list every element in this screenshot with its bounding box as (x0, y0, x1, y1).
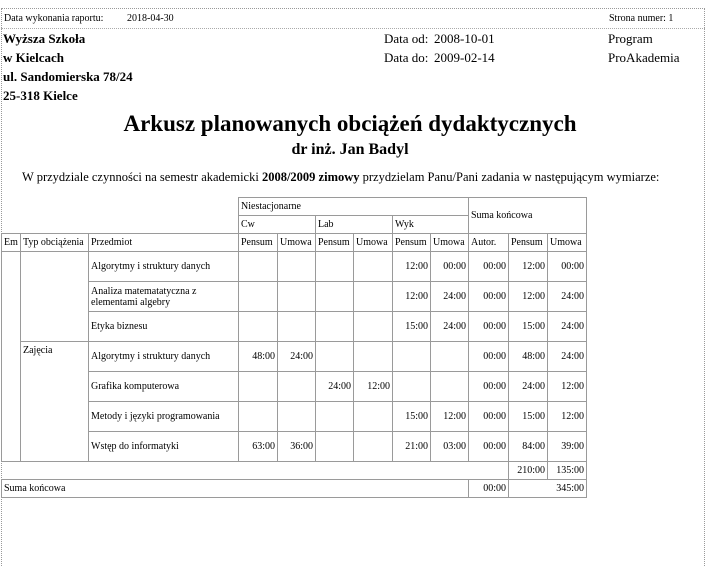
program-label: Program (608, 31, 653, 46)
cell: 15:00 (393, 402, 431, 432)
cell: 48:00 (509, 342, 548, 372)
program-value: ProAkademia (608, 50, 680, 65)
cell: 24:00 (548, 342, 587, 372)
table-row (2, 252, 587, 282)
cell (316, 342, 354, 372)
subject: Etyka biznesu (89, 312, 239, 342)
cell: 21:00 (393, 432, 431, 462)
col-header: Autor. (469, 234, 509, 252)
form-lab: Lab (316, 216, 393, 234)
cell: 24:00 (509, 372, 548, 402)
date-from-label: Data od: (384, 31, 429, 46)
sum-header: Suma końcowa (469, 198, 587, 234)
subject: Metody i języki programowania (89, 402, 239, 432)
cell: 03:00 (431, 432, 469, 462)
cell: 00:00 (469, 432, 509, 462)
cell: 36:00 (278, 432, 316, 462)
cell: 24:00 (548, 282, 587, 312)
cell (239, 282, 278, 312)
col-header: Umowa (278, 234, 316, 252)
intro-after: przydzielam Panu/Pani zadania w następującym wymiarze: (362, 170, 660, 184)
total-row (2, 480, 587, 498)
cell: 12:00 (431, 402, 469, 432)
cell (316, 312, 354, 342)
school-street: ul. Sandomierska 78/24 (3, 69, 133, 84)
date-to-value: 2009-02-14 (434, 50, 495, 65)
subject: Grafika komputerowa (89, 372, 239, 402)
cell (239, 372, 278, 402)
report-date-label: Data wykonania raportu: (4, 13, 104, 24)
cell: 24:00 (431, 312, 469, 342)
cell (316, 402, 354, 432)
table-row (2, 312, 587, 342)
col-header: Umowa (354, 234, 393, 252)
cell: 00:00 (469, 402, 509, 432)
col-header: Pensum (393, 234, 431, 252)
cell: 12:00 (393, 252, 431, 282)
cell (354, 312, 393, 342)
cell: 00:00 (469, 282, 509, 312)
cell (278, 372, 316, 402)
total-value: 345:00 (509, 480, 587, 498)
subject: Algorytmy i struktury danych (89, 252, 239, 282)
total-label: Suma końcowa (2, 480, 469, 498)
cell (239, 402, 278, 432)
cell: 24:00 (316, 372, 354, 402)
intro-text (22, 170, 659, 185)
col-header: Przedmiot (89, 234, 239, 252)
school-name: Wyższa Szkoła (3, 31, 86, 46)
cell: 00:00 (431, 252, 469, 282)
cell (431, 372, 469, 402)
group-header: Niestacjonarne (239, 198, 469, 216)
column-headers (2, 234, 587, 252)
cell: 48:00 (239, 342, 278, 372)
col-header: Umowa (431, 234, 469, 252)
cell: 12:00 (354, 372, 393, 402)
cell: 24:00 (431, 282, 469, 312)
cell: 39:00 (548, 432, 587, 462)
cell: 00:00 (469, 342, 509, 372)
cell: 12:00 (393, 282, 431, 312)
date-from-value: 2008-10-01 (434, 31, 495, 46)
col-header: Pensum (509, 234, 548, 252)
cell (278, 252, 316, 282)
report-title: Arkusz planowanych obciążeń dydaktycznych (123, 111, 577, 136)
cell (431, 342, 469, 372)
subtotal-row (2, 462, 587, 480)
table-row (2, 342, 587, 372)
table-row (2, 402, 587, 432)
cell (278, 402, 316, 432)
cell (354, 402, 393, 432)
cell: 84:00 (509, 432, 548, 462)
report-date-value: 2018-04-30 (127, 13, 174, 24)
col-header: Pensum (239, 234, 278, 252)
cell: 12:00 (509, 282, 548, 312)
cell (278, 312, 316, 342)
cell (354, 282, 393, 312)
table-row (2, 282, 587, 312)
total-autor: 00:00 (469, 480, 509, 498)
page-number: Strona numer: 1 (609, 13, 674, 24)
subtotal-umowa: 135:00 (548, 462, 587, 480)
form-wyk: Wyk (393, 216, 469, 234)
cell (393, 372, 431, 402)
col-header: Typ obciążenia (21, 234, 89, 252)
cell (316, 252, 354, 282)
cell: 15:00 (393, 312, 431, 342)
subject: Analiza matematatyczna z elementami algebry (89, 282, 239, 312)
cell (354, 432, 393, 462)
workload-table (1, 197, 587, 498)
table-row (2, 432, 587, 462)
cell (239, 312, 278, 342)
intro-before: W przydziale czynności na semestr akademicki (22, 170, 259, 184)
cell: 63:00 (239, 432, 278, 462)
col-header: Pensum (316, 234, 354, 252)
school-city: w Kielcach (3, 50, 65, 65)
type-cell-empty (21, 252, 89, 342)
subtotal-pensum: 210:00 (509, 462, 548, 480)
cell (354, 342, 393, 372)
cell: 12:00 (509, 252, 548, 282)
cell (278, 282, 316, 312)
cell: 00:00 (548, 252, 587, 282)
intro-semester: 2008/2009 zimowy (261, 170, 360, 184)
em-cell (2, 252, 21, 462)
person-name: dr inż. Jan Badyl (291, 141, 409, 158)
col-header: Em (2, 234, 21, 252)
cell: 00:00 (469, 252, 509, 282)
subject: Wstęp do informatyki (89, 432, 239, 462)
cell: 00:00 (469, 312, 509, 342)
cell: 24:00 (278, 342, 316, 372)
cell (316, 282, 354, 312)
cell (354, 252, 393, 282)
cell (393, 342, 431, 372)
cell: 15:00 (509, 402, 548, 432)
cell: 00:00 (469, 372, 509, 402)
date-to-label: Data do: (384, 50, 429, 65)
form-cw: Cw (239, 216, 316, 234)
cell (316, 432, 354, 462)
table-row (2, 372, 587, 402)
cell: 15:00 (509, 312, 548, 342)
cell: 24:00 (548, 312, 587, 342)
cell (239, 252, 278, 282)
col-header: Umowa (548, 234, 587, 252)
school-postcode: 25-318 Kielce (3, 88, 78, 103)
cell: 12:00 (548, 402, 587, 432)
type-cell: Zajęcia (21, 342, 89, 462)
cell: 12:00 (548, 372, 587, 402)
subject: Algorytmy i struktury danych (89, 342, 239, 372)
